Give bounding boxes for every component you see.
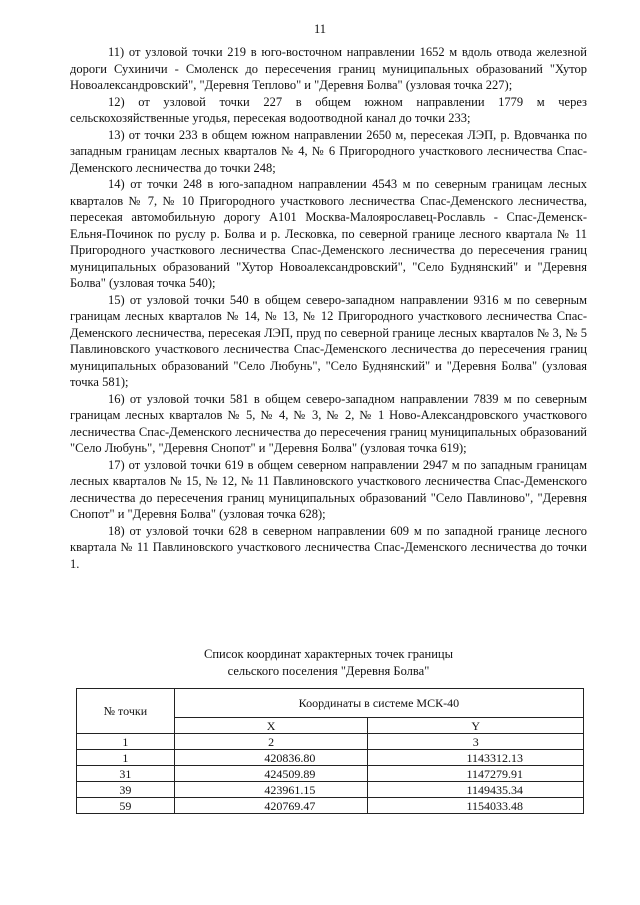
coord-y: 1149435.34 bbox=[368, 782, 584, 798]
boundary-paragraph-16: 16) от узловой точки 581 в общем северо-западном направлении 7839 м по северным границам лесных кварталов № 5, № 4, № 3, № 2, № 1 Ново-Александровского участкового лесничества Спас-Деменского лесничества до пересечения границ муниципальных образований "Село Любунь", "Деревня Снопот" и "Деревня Болва" (узловая точка 619); bbox=[70, 391, 587, 455]
document-body bbox=[70, 44, 587, 572]
boundary-paragraph-14: 14) от точки 248 в юго-западном направлении 4543 м по северным границам лесных кварталов № 7, № 10 Пригородного участкового лесничества Спас-Деменского лесничества, пересекая автомобильную дорогу А101 Москва-Малоярославец-Рославль - Спас-Деменск-Ельня-Починок по руслу р. Болва и р. Лесковка, по северной границе лесного квартала № 11 Пригородного участкового лесничества Спас-Деменского лесничества до пересечения границ муниципальных образований "Хутор Новоалександровский", "Село Буднянский" и "Деревня Болва" (узловая точка 540); bbox=[70, 177, 587, 290]
table-row bbox=[77, 750, 584, 766]
column-number: 3 bbox=[368, 734, 584, 750]
coord-x: 423961.15 bbox=[174, 782, 368, 798]
coord-x: 420836.80 bbox=[174, 750, 368, 766]
column-number: 2 bbox=[174, 734, 368, 750]
boundary-paragraph-15: 15) от узловой точки 540 в общем северо-западном направлении 9316 м по северным границам лесных кварталов № 14, № 13, № 12 Пригородного участкового лесничества Спас-Деменского лесничества, пересекая ЛЭП, пруд по северной границе лесных кварталов № 3, № 5 Павлиновского участкового лесничества Спас-Деменского лесничества до пересечения границ муниципальных образований "Село Любунь", "Село Буднянский" и "Деревня Болва" (узловая точка 581); bbox=[70, 292, 587, 389]
header-y: Y bbox=[368, 718, 584, 734]
page-number: 11 bbox=[313, 22, 327, 36]
coordinates-table bbox=[76, 688, 584, 814]
table-row bbox=[77, 798, 584, 814]
coord-y: 1147279.91 bbox=[368, 766, 584, 782]
column-number-row bbox=[77, 734, 584, 750]
coord-y: 1143312.13 bbox=[368, 750, 584, 766]
header-coordinates: Координаты в системе МСК-40 bbox=[174, 689, 583, 718]
table-row bbox=[77, 782, 584, 798]
caption-line-2: сельского поселения "Деревня Болва" bbox=[227, 664, 430, 678]
boundary-paragraph-11: 11) от узловой точки 219 в юго-восточном направлении 1652 м вдоль отвода железной дороги Сухиничи - Смоленск до пересечения границ муниципальных образований "Хутор Новоалександровский", "Деревня Теплово" и "Деревня Болва" (узловая точка 227); bbox=[70, 45, 587, 92]
table-caption bbox=[70, 646, 587, 680]
header-point-number: № точки bbox=[77, 689, 175, 734]
point-number: 1 bbox=[77, 750, 175, 766]
column-number: 1 bbox=[77, 734, 175, 750]
boundary-paragraph-18: 18) от узловой точки 628 в северном направлении 609 м по западной границе лесного квартала № 11 Павлиновского участкового лесничества Спас-Деменского лесничества до точки 1. bbox=[70, 523, 587, 571]
table-row bbox=[77, 766, 584, 782]
point-number: 31 bbox=[77, 766, 175, 782]
header-x: X bbox=[174, 718, 368, 734]
coord-x: 420769.47 bbox=[174, 798, 368, 814]
caption-line-1: Список координат характерных точек границы bbox=[204, 647, 453, 661]
boundary-paragraph-13: 13) от точки 233 в общем южном направлении 2650 м, пересекая ЛЭП, р. Вдовчанка по западным границам лесных кварталов № 4, № 6 Пригородного участкового лесничества Спас-Деменского лесничества до точки 248; bbox=[70, 127, 587, 175]
point-number: 59 bbox=[77, 798, 175, 814]
boundary-paragraph-17: 17) от узловой точки 619 в общем северном направлении 2947 м по западным границам лесных кварталов № 15, № 12, № 11 Павлиновского участкового лесничества Спас-Деменского лесничества до пересечения границ муниципальных образований "Село Павлиново", "Деревня Снопот" и "Деревня Болва" (узловая точка 628); bbox=[70, 457, 587, 521]
coord-y: 1154033.48 bbox=[368, 798, 584, 814]
point-number: 39 bbox=[77, 782, 175, 798]
coord-x: 424509.89 bbox=[174, 766, 368, 782]
table-header-row bbox=[77, 689, 584, 718]
boundary-paragraph-12: 12) от узловой точки 227 в общем южном направлении 1779 м через сельскохозяйственные угодья, пересекая водоотводной канал до точки 233; bbox=[70, 94, 587, 125]
